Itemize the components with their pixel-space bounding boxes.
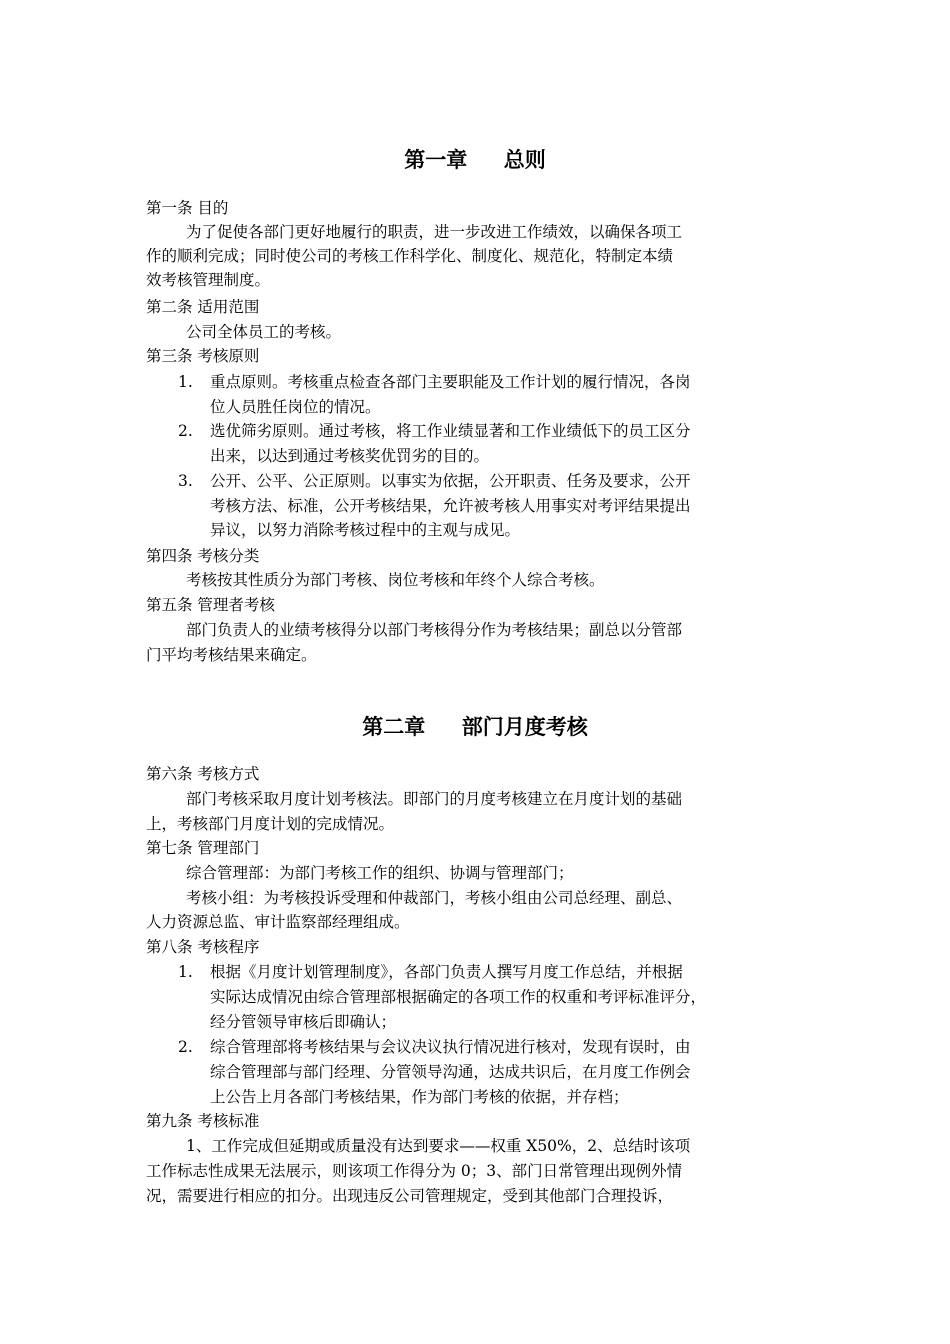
article-4-heading: 第四条 考核分类 (146, 547, 260, 565)
article-1-heading: 第一条 目的 (146, 199, 229, 217)
article-3-heading: 第三条 考核原则 (146, 347, 260, 365)
list-number: 1. (178, 963, 193, 981)
article-1-text-line: 效考核管理制度。 (146, 271, 271, 289)
list-item-line: 异议，以努力消除考核过程中的主观与成见。 (210, 521, 521, 539)
article-1-text-line: 作的顺利完成；同时使公司的考核工作科学化、制度化、规范化，特制定本绩 (146, 247, 674, 265)
article-8-heading: 第八条 考核程序 (146, 938, 260, 956)
list-item-line: 综合管理部与部门经理、分管领导沟通，达成共识后，在月度工作例会 (210, 1063, 691, 1081)
chapter-2-title: 第二章 部门月度考核 (362, 715, 588, 739)
article-9-text-line: 工作标志性成果无法展示，则该项工作得分为 0；3、部门日常管理出现例外情 (146, 1162, 683, 1180)
article-1-text-line: 为了促使各部门更好地履行的职责，进一步改进工作绩效，以确保各项工 (186, 223, 683, 241)
article-9-text-line: 况，需要进行相应的扣分。出现违反公司管理规定，受到其他部门合理投诉， (146, 1187, 674, 1205)
list-item-line: 经分管领导审核后即确认； (210, 1013, 397, 1031)
list-item-line: 实际达成情况由综合管理部根据确定的各项工作的权重和考评标准评分， (210, 988, 707, 1006)
list-item-line: 考核方法、标准，公开考核结果，允许被考核人用事实对考评结果提出 (210, 497, 691, 515)
article-2-heading: 第二条 适用范围 (146, 298, 260, 316)
list-item-line: 上公告上月各部门考核结果，作为部门考核的依据，并存档； (210, 1088, 629, 1106)
list-item-line: 选优筛劣原则。通过考核，将工作业绩显著和工作业绩低下的员工区分 (210, 422, 691, 440)
list-item-line: 出来，以达到通过考核奖优罚劣的目的。 (210, 447, 490, 465)
list-item-line: 位人员胜任岗位的情况。 (210, 398, 381, 416)
list-number: 1. (178, 373, 193, 391)
article-2-text: 公司全体员工的考核。 (186, 323, 342, 341)
list-item-line: 公开、公平、公正原则。以事实为依据，公开职责、任务及要求，公开 (210, 472, 691, 490)
article-6-text-line: 上，考核部门月度计划的完成情况。 (146, 815, 395, 833)
article-6-heading: 第六条 考核方式 (146, 765, 260, 783)
article-6-text-line: 部门考核采取月度计划考核法。即部门的月度考核建立在月度计划的基础 (186, 790, 683, 808)
article-5-text-line: 部门负责人的业绩考核得分以部门考核得分作为考核结果；副总以分管部 (186, 621, 683, 639)
article-7-text-line: 人力资源总监、审计监察部经理组成。 (146, 913, 410, 931)
article-5-heading: 第五条 管理者考核 (146, 596, 275, 614)
article-9-heading: 第九条 考核标准 (146, 1112, 260, 1130)
list-item-line: 重点原则。考核重点检查各部门主要职能及工作计划的履行情况，各岗 (210, 373, 691, 391)
list-item-line: 根据《月度计划管理制度》，各部门负责人撰写月度工作总结，并根据 (210, 963, 683, 981)
article-5-text-line: 门平均考核结果来确定。 (146, 646, 317, 664)
article-9-text-line: 1、工作完成但延期或质量没有达到要求——权重 X50%，2、总结时该项 (186, 1137, 691, 1155)
list-number: 2. (178, 1038, 193, 1056)
list-item-line: 综合管理部将考核结果与会议决议执行情况进行核对，发现有误时，由 (210, 1038, 691, 1056)
article-7-heading: 第七条 管理部门 (146, 839, 260, 857)
article-7-text: 综合管理部：为部门考核工作的组织、协调与管理部门； (186, 864, 574, 882)
article-7-text-line: 考核小组：为考核投诉受理和仲裁部门，考核小组由公司总经理、副总、 (186, 889, 683, 907)
chapter-1-title: 第一章 总则 (404, 148, 546, 172)
list-number: 3. (178, 472, 193, 490)
list-number: 2. (178, 422, 193, 440)
article-4-text: 考核按其性质分为部门考核、岗位考核和年终个人综合考核。 (186, 571, 605, 589)
